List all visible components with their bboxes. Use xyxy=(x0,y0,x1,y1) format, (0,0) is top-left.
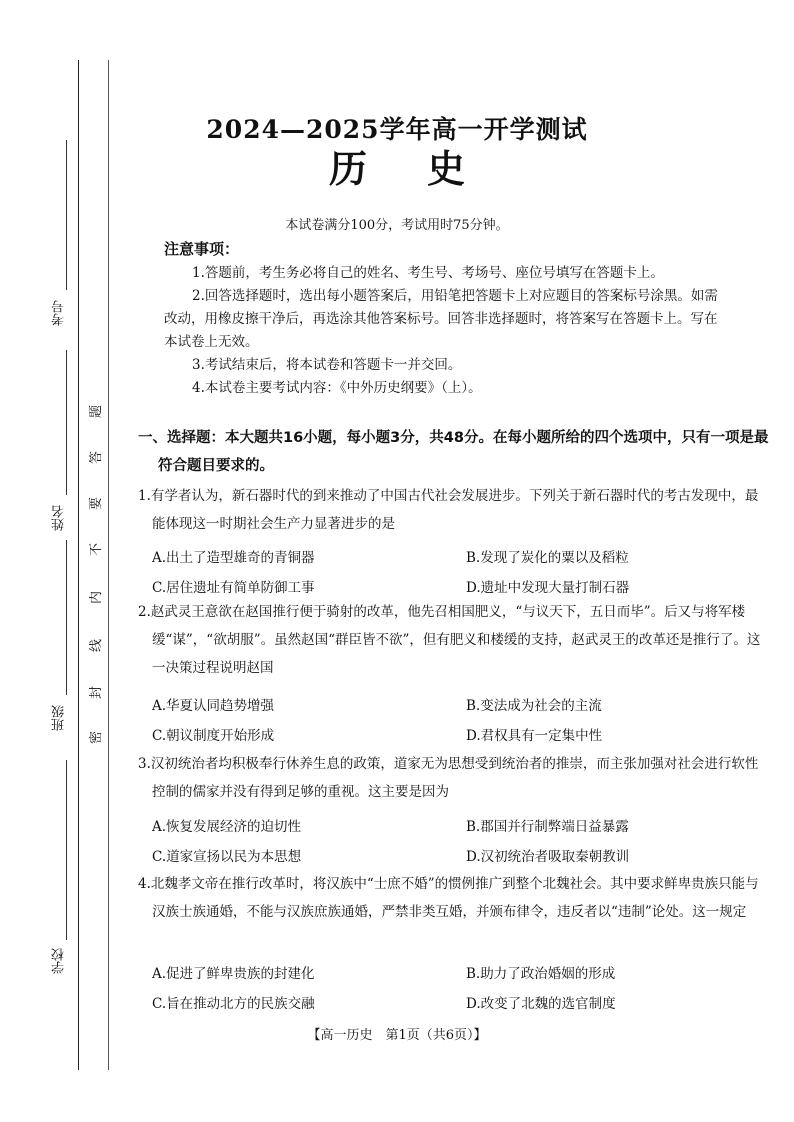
exam-title: 2024—2025学年高一开学测试 xyxy=(206,115,588,144)
option-d[interactable]: D.汉初统治者吸取秦朝教训 xyxy=(466,849,630,865)
notice-item: 3.考试结束后，将本试卷和答题卡一并交回。 xyxy=(192,357,462,373)
option-a[interactable]: A.恢复发展经济的迫切性 xyxy=(152,819,302,835)
question-stem: 3.汉初统治者均积极奉行休养生息的政策，道家无为思想受到统治者的推崇，而主张加强对社会进行软性控制的儒家并没有得到足够的重视。这主要是因为 xyxy=(138,756,759,800)
option-b[interactable]: B.助力了政治婚姻的形成 xyxy=(466,966,616,982)
notice-heading: 注意事项： xyxy=(164,240,240,258)
seal-char: 密 xyxy=(89,730,105,745)
option-c[interactable]: C.旨在推动北方的民族交融 xyxy=(152,996,315,1012)
option-b[interactable]: B.变法成为社会的主流 xyxy=(466,698,602,714)
option-d[interactable]: D.君权具有一定集中性 xyxy=(466,728,603,744)
seal-char: 线 xyxy=(89,638,105,653)
school-label: 学校 xyxy=(52,948,67,974)
class-label: 班级 xyxy=(52,705,67,731)
binding-line-inner xyxy=(108,60,109,1070)
option-d[interactable]: D.改变了北魏的选官制度 xyxy=(466,996,616,1012)
section-heading: 一、选择题：本大题共16小题，每小题3分，共48分。在每小题所给的四个选项中，只有一项是最符合题目要求的。 xyxy=(138,430,769,474)
subject-title: 历史 xyxy=(328,146,525,191)
question-stem: 2.赵武灵王意欲在赵国推行便于骑射的改革，他先召相国肥义，“与议天下，五日而毕”。后又与将军楼缓“谋”，“欲胡服”。虽然赵国“群臣皆不欲”，但有肥义和楼缓的支持，赵武灵王的改革还是推行了。这一决策过程说明赵国 xyxy=(138,604,761,676)
option-c[interactable]: C.道家宣扬以民为本思想 xyxy=(152,849,302,865)
option-c[interactable]: C.朝议制度开始形成 xyxy=(152,728,275,744)
page-footer: 【高一历史 第1页（共6页）】 xyxy=(307,1028,487,1043)
option-c[interactable]: C.居住遗址有简单防御工事 xyxy=(152,580,315,596)
notice-item: 1.答题前，考生务必将自己的姓名、考生号、考场号、座位号填写在答题卡上。 xyxy=(192,265,664,281)
seal-char: 封 xyxy=(89,685,105,700)
option-a[interactable]: A.出土了造型雄奇的青铜器 xyxy=(152,550,315,566)
option-a[interactable]: A.华夏认同趋势增强 xyxy=(152,698,275,714)
school-field[interactable] xyxy=(66,760,67,940)
seal-char: 要 xyxy=(89,496,105,511)
seal-char: 不 xyxy=(89,542,105,557)
option-d[interactable]: D.遗址中发现大量打制石器 xyxy=(466,580,630,596)
binding-line-outer xyxy=(78,60,79,1070)
seal-char: 内 xyxy=(89,590,105,605)
seal-char: 答 xyxy=(89,450,105,465)
name-label: 姓名 xyxy=(52,505,67,531)
option-a[interactable]: A.促进了鲜卑贵族的封建化 xyxy=(152,966,315,982)
name-field[interactable] xyxy=(66,350,67,495)
question-stem: 4.北魏孝文帝在推行改革时，将汉族中“士庶不婚”的惯例推广到整个北魏社会。其中要求鲜卑贵族只能与汉族士族通婚，不能与汉族庶族通婚，严禁非类互婚，并颁布律令，违反者以“违制”论处。这一规定 xyxy=(138,876,759,920)
option-b[interactable]: B.郡国并行制弊端日益暴露 xyxy=(466,819,629,835)
notice-item: 2.回答选择题时，选出每小题答案后，用铅笔把答题卡上对应题目的答案标号涂黑。如需改动，用橡皮擦干净后，再选涂其他答案标号。回答非选择题时，将答案写在答题卡上。写在本试卷上无效。 xyxy=(164,288,718,350)
exam-number-label: 考号 xyxy=(52,300,67,326)
seal-char: 题 xyxy=(89,404,105,419)
question-stem: 1.有学者认为，新石器时代的到来推动了中国古代社会发展进步。下列关于新石器时代的考古发现中，最能体现这一时期社会生产力显著进步的是 xyxy=(138,488,759,532)
option-b[interactable]: B.发现了炭化的粟以及稻粒 xyxy=(466,550,629,566)
exam-intro: 本试卷满分100分，考试用时75分钟。 xyxy=(285,218,509,233)
notice-item: 4.本试卷主要考试内容：《中外历史纲要》（上）。 xyxy=(192,380,482,396)
class-field[interactable] xyxy=(66,540,67,695)
